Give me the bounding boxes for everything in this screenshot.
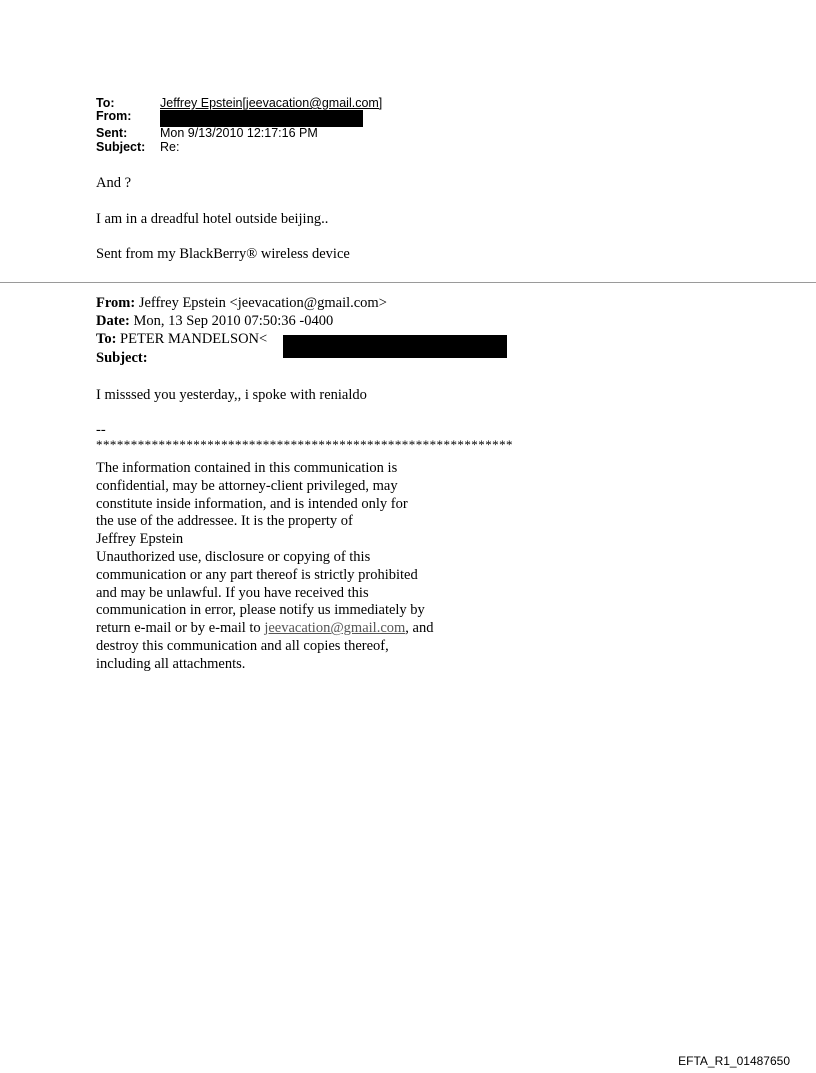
disclaimer-line: communication in error, please notify us immediately by — [96, 602, 425, 619]
disclaimer-line: The information contained in this communication is — [96, 460, 398, 476]
disclaimer-line: the use of the addressee. It is the property of — [96, 513, 353, 530]
disclaimer-line: communication or any part thereof is strictly prohibited — [96, 566, 418, 583]
disclaimer-line: and may be unlawful. If you have received this — [96, 584, 369, 601]
disclaimer-line: confidential, may be attorney-client privileged, may — [96, 477, 398, 494]
quoted-from-label: From: — [96, 295, 136, 311]
quoted-to-row — [96, 330, 267, 348]
to-value: Jeffrey Epstein[jeevacation@gmail.com] — [160, 96, 383, 110]
disclaimer-text: , and — [405, 620, 434, 637]
quoted-to-value: PETER MANDELSON< — [116, 331, 268, 347]
reply-line-1: And ? — [96, 175, 132, 191]
quoted-date-row — [96, 312, 333, 330]
redaction-box-to — [283, 335, 507, 358]
reply-signature: Sent from my BlackBerry® wireless device — [96, 246, 350, 262]
disclaimer-line: including all attachments. — [96, 655, 246, 672]
quoted-from-value: Jeffrey Epstein <jeevacation@gmail.com> — [135, 295, 387, 311]
signature-stars: ************************************************************ — [96, 437, 513, 452]
disclaimer-line: Unauthorized use, disclosure or copying of this — [96, 548, 371, 565]
disclaimer — [96, 460, 433, 674]
quoted-to-label: To: — [96, 331, 117, 347]
redaction-box-from — [160, 110, 363, 127]
disclaimer-line: Jeffrey Epstein — [96, 531, 184, 548]
email-link[interactable]: jeevacation@gmail.com — [264, 620, 406, 637]
quoted-body: I misssed you yesterday,, i spoke with renialdo — [96, 387, 367, 403]
subject-label: Subject: — [96, 140, 146, 154]
quoted-subject-row — [96, 349, 148, 367]
to-label: To: — [96, 96, 115, 110]
reply-line-2: I am in a dreadful hotel outside beijing.. — [96, 211, 329, 227]
sent-value: Mon 9/13/2010 12:17:16 PM — [160, 126, 318, 140]
divider-rule — [0, 282, 816, 283]
quoted-subject-label: Subject: — [96, 350, 148, 366]
disclaimer-line: destroy this communication and all copies thereof, — [96, 637, 389, 654]
from-label: From: — [96, 109, 132, 123]
subject-value: Re: — [160, 140, 180, 154]
disclaimer-line — [96, 620, 433, 638]
quoted-date-label: Date: — [96, 313, 130, 329]
disclaimer-text: return e-mail or by e-mail to — [96, 620, 265, 637]
document-id: EFTA_R1_01487650 — [678, 1054, 790, 1068]
quoted-from-row — [96, 294, 387, 312]
disclaimer-line: constitute inside information, and is intended only for — [96, 495, 408, 512]
sent-label: Sent: — [96, 126, 128, 140]
quoted-date-value: Mon, 13 Sep 2010 07:50:36 -0400 — [129, 313, 334, 329]
signature-dash: -- — [96, 422, 106, 438]
